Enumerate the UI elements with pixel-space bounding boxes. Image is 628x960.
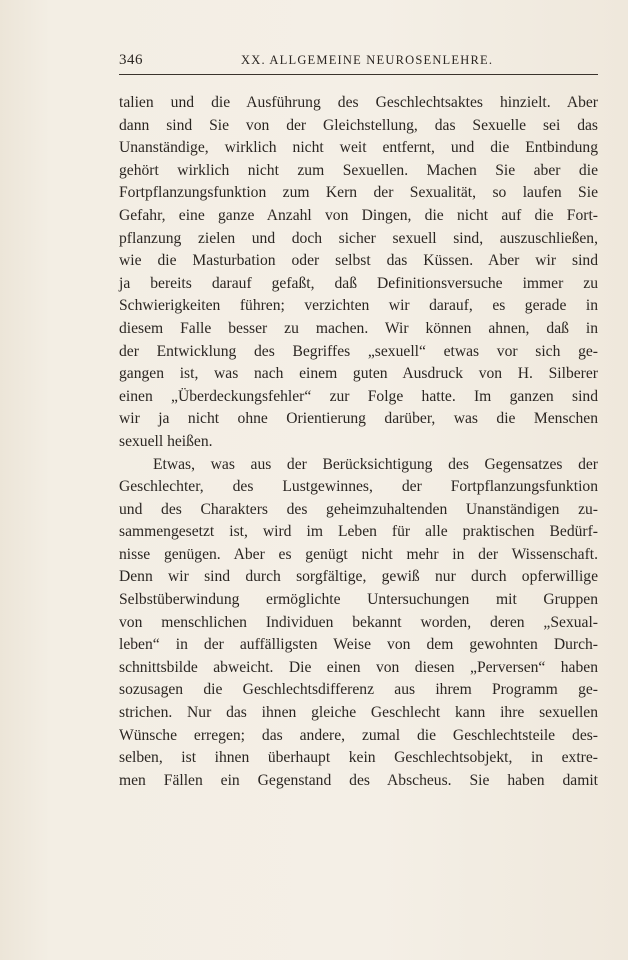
page-number: 346 — [119, 52, 143, 68]
text-line: Denn wir sind durch sorgfältige, gewiß nur durch opferwillige — [119, 568, 598, 586]
text-line: schnittsbilde abweicht. Die einen von diesen „Perversen“ haben — [119, 658, 598, 676]
text-line: diesem Falle besser zu machen. Wir können ahnen, daß in — [119, 319, 598, 337]
header-rule — [119, 74, 598, 75]
paragraph — [119, 454, 598, 793]
text-line: sozusagen die Geschlechtsdifferenz aus ihrem Programm ge- — [119, 681, 598, 699]
text-line: selben, ist ihnen überhaupt kein Geschlechtsobjekt, in extre- — [119, 749, 598, 767]
text-line: ja bereits darauf gefaßt, daß Definitionsversuche immer zu — [119, 274, 598, 292]
text-line: Selbstüberwindung ermöglichte Untersuchungen mit Gruppen — [119, 591, 598, 609]
text-line: strichen. Nur das ihnen gleiche Geschlecht kann ihre sexuellen — [119, 704, 598, 722]
text-line: gangen ist, was nach einem guten Ausdruck von H. Silberer — [119, 365, 598, 383]
text-line: Gefahr, eine ganze Anzahl von Dingen, die nicht auf die Fort- — [119, 206, 598, 224]
text-line: sexuell heißen. — [119, 432, 213, 450]
text-line: Etwas, was aus der Berücksichtigung des Gegensatzes der — [153, 455, 598, 473]
text-line: Fortpflanzungsfunktion zum Kern der Sexualität, so laufen Sie — [119, 184, 598, 202]
text-line: einen „Überdeckungsfehler“ zur Folge hatte. Im ganzen sind — [119, 387, 598, 405]
text-line: gehört wirklich nicht zum Sexuellen. Machen Sie aber die — [119, 161, 598, 179]
text-line: Geschlechter, des Lustgewinnes, der Fortpflanzungsfunktion — [119, 478, 598, 496]
text-line: Schwierigkeiten führen; verzichten wir darauf, es gerade in — [119, 297, 598, 315]
text-line: der Entwicklung des Begriffes „sexuell“ etwas vor sich ge- — [119, 342, 598, 360]
text-line: wir ja nicht ohne Orientierung darüber, was die Menschen — [119, 410, 598, 428]
text-line: dann sind Sie von der Gleichstellung, das Sexuelle sei das — [119, 116, 598, 134]
text-line: sammengesetzt ist, wird im Leben für alle praktischen Bedürf- — [119, 523, 598, 541]
running-title: XX. ALLGEMEINE NEUROSENLEHRE. — [241, 53, 494, 67]
text-line: von menschlichen Individuen bekannt worden, deren „Sexual- — [119, 613, 598, 631]
text-line: Wünsche erregen; das andere, zumal die Geschlechtsteile des- — [119, 726, 598, 744]
text-line: pflanzung zielen und doch sicher sexuell sind, auszuschließen, — [119, 229, 598, 247]
text-line: leben“ in der auffälligsten Weise von dem gewohnten Durch- — [119, 636, 598, 654]
body-text — [119, 92, 598, 792]
text-line: talien und die Ausführung des Geschlechtsaktes hinzielt. Aber — [119, 94, 598, 111]
paragraph — [119, 92, 598, 454]
text-line: nisse genügen. Aber es genügt nicht mehr in der Wissenschaft. — [119, 545, 598, 563]
text-line: wie die Masturbation oder selbst das Küssen. Aber wir sind — [119, 252, 598, 270]
text-line: und des Charakters des geheimzuhaltenden Unanständigen zu- — [119, 500, 598, 518]
page-header — [119, 52, 597, 72]
text-line: Unanständige, wirklich nicht weit entfernt, und die Entbindung — [119, 139, 598, 157]
text-line: men Fällen ein Gegenstand des Abscheus. Sie haben damit — [119, 771, 598, 789]
